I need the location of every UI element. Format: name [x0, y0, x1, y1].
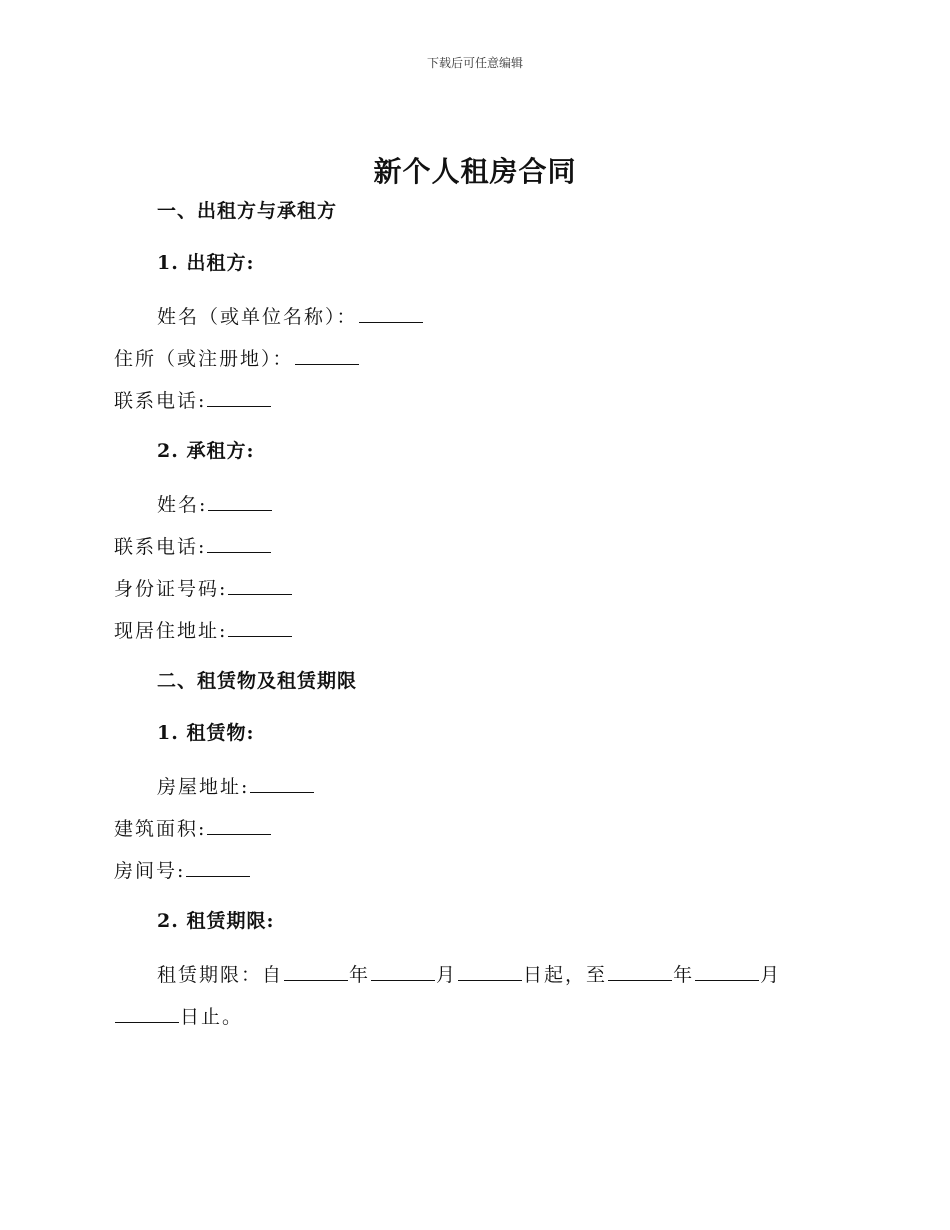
term-row-continued [114, 1002, 834, 1030]
start-day-label: 日起，至 [523, 964, 608, 986]
property-room-row [114, 856, 834, 884]
section-1-heading: 一、出租方与承租方 [157, 200, 338, 222]
property-room-blank[interactable] [186, 856, 250, 877]
lessor-phone-blank[interactable] [207, 386, 271, 407]
property-area-blank[interactable] [207, 814, 271, 835]
start-day-blank[interactable] [458, 960, 522, 981]
lessor-address-label: 住所（或注册地）： [114, 348, 294, 370]
lessee-id-row [114, 574, 834, 602]
page-header: 下载后可任意编辑 [426, 56, 523, 70]
end-month-blank[interactable] [695, 960, 759, 981]
lessor-phone-label: 联系电话: [114, 390, 207, 412]
lessee-address-row [114, 616, 834, 644]
end-year-blank[interactable] [608, 960, 672, 981]
lessee-name-row [157, 490, 877, 518]
lessee-name-blank[interactable] [208, 490, 272, 511]
end-day-blank[interactable] [115, 1002, 179, 1023]
section-2-heading: 二、租赁物及租赁期限 [157, 670, 358, 692]
start-month-blank[interactable] [371, 960, 435, 981]
lessor-address-row [114, 344, 834, 372]
lessee-name-label: 姓名: [157, 494, 208, 516]
lessor-name-label: 姓名（或单位名称）： [157, 306, 358, 328]
property-area-label: 建筑面积: [114, 818, 207, 840]
start-year-label: 年 [349, 964, 371, 986]
property-room-label: 房间号: [114, 860, 186, 882]
end-day-label: 日止。 [180, 1006, 244, 1028]
lessee-id-blank[interactable] [228, 574, 292, 595]
document-title: 新个人租房合同 [373, 155, 577, 188]
property-heading: 1. 租赁物: [157, 722, 255, 744]
property-area-row [114, 814, 834, 842]
property-address-blank[interactable] [250, 772, 314, 793]
term-heading: 2. 租赁期限: [157, 910, 275, 932]
end-month-label: 月 [760, 964, 782, 986]
property-address-label: 房屋地址: [157, 776, 250, 798]
lessee-address-label: 现居住地址: [114, 620, 228, 642]
end-year-label: 年 [673, 964, 695, 986]
term-prefix: 租赁期限：自 [157, 964, 284, 986]
lessor-name-row [157, 302, 877, 330]
lessee-phone-blank[interactable] [207, 532, 271, 553]
lessee-heading: 2. 承租方: [157, 440, 255, 462]
lessor-heading: 1. 出租方: [157, 252, 255, 274]
lessee-phone-label: 联系电话: [114, 536, 207, 558]
start-month-label: 月 [436, 964, 458, 986]
lessor-phone-row [114, 386, 834, 414]
lessor-name-blank[interactable] [359, 302, 423, 323]
lessee-phone-row [114, 532, 834, 560]
property-address-row [157, 772, 877, 800]
lessor-address-blank[interactable] [295, 344, 359, 365]
start-year-blank[interactable] [284, 960, 348, 981]
lessee-address-blank[interactable] [228, 616, 292, 637]
lessee-id-label: 身份证号码: [114, 578, 228, 600]
term-row [157, 960, 877, 988]
